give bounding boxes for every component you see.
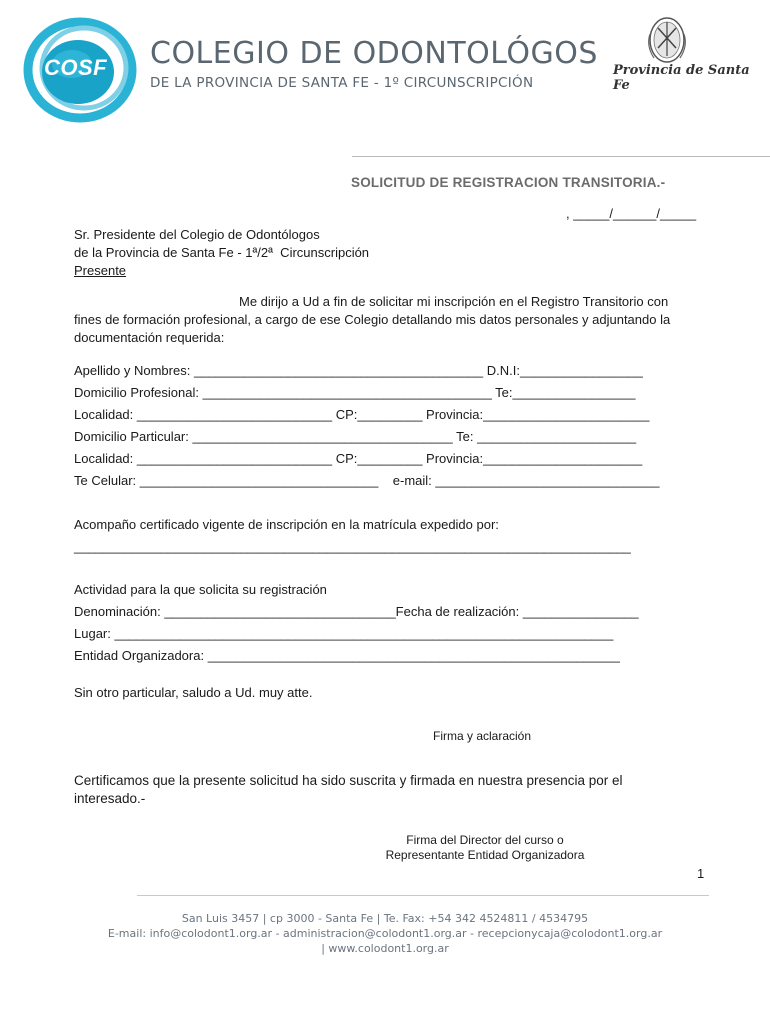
intro-line-2: fines de formación profesional, a cargo de ese Colegio detallando mis datos personales y adjuntando la [74,312,671,327]
org-subtitle: DE LA PROVINCIA DE SANTA FE - 1º CIRCUNSCRIPCIÓN [150,75,534,91]
field-domicilio-profesional[interactable]: Domicilio Profesional: ________________________________________ Te:_________________ [74,385,636,400]
org-name: COLEGIO DE ODONTOLÓGOS [150,36,598,71]
field-localidad-2[interactable]: Localidad: ___________________________ CP:_________ Provincia:______________________ [74,451,643,466]
director-line-2: Representante Entidad Organizadora [385,848,585,862]
province-label: Provincia de Santa Fe [613,63,750,93]
director-signature-block [370,833,600,863]
certify-line-2: interesado.- [74,791,146,806]
footer-line-2: E-mail: info@colodont1.org.ar - administracion@colodont1.org.ar - recepcionycaja@colodont1.org.ar [107,927,663,940]
field-localidad-1[interactable]: Localidad: ___________________________ CP:_________ Provincia:_______________________ [74,407,650,422]
closing-line: Sin otro particular, saludo a Ud. muy atte. [74,685,313,700]
signature-label: Firma y aclaración [433,729,532,743]
date-line: , _____/______/_____ [566,206,697,221]
footer-line-3: | www.colodont1.org.ar [321,942,449,955]
field-lugar[interactable]: Lugar: _____________________________________________________________________ [74,626,614,641]
addressee-line-2: de la Provincia de Santa Fe - 1ª/2ª Circunscripción [74,245,370,260]
addressee-line-1: Sr. Presidente del Colegio de Odontólogos [74,227,320,242]
header-divider [352,156,770,157]
intro-line-3: documentación requerida: [74,330,225,345]
field-denominacion[interactable]: Denominación: ________________________________Fecha de realización: ________________ [74,604,639,619]
logo-text: COSF [44,55,108,80]
certificate-line: Acompaño certificado vigente de inscripción en la matrícula expedido por: [74,517,499,532]
field-domicilio-particular[interactable]: Domicilio Particular: ____________________________________ Te: ______________________ [74,429,637,444]
field-apellido-nombres[interactable]: Apellido y Nombres: ________________________________________ D.N.I:_________________ [74,363,643,378]
footer-line-1: San Luis 3457 | cp 3000 - Santa Fe | Te. Fax: +54 342 4524811 / 4534795 [181,912,589,925]
field-entidad-organizadora[interactable]: Entidad Organizadora: _________________________________________________________ [74,648,620,663]
certify-line-1: Certificamos que la presente solicitud ha sido suscrita y firmada en nuestra presencia por el [74,773,623,788]
activity-heading: Actividad para la que solicita su registración [74,582,327,597]
page-number: 1 [697,866,705,881]
footer-divider [137,895,709,896]
field-te-celular-email[interactable]: Te Celular: _________________________________ e-mail: _______________________________ [74,473,660,488]
certificate-blank[interactable]: _____________________________________________________________________________ [74,539,631,554]
intro-line-1: Me dirijo a Ud a fin de solicitar mi inscripción en el Registro Transitorio con [239,294,669,309]
addressee-line-3: Presente [74,263,127,278]
document-title: SOLICITUD DE REGISTRACION TRANSITORIA.- [351,175,666,190]
director-line-1: Firma del Director del curso o [406,833,564,847]
